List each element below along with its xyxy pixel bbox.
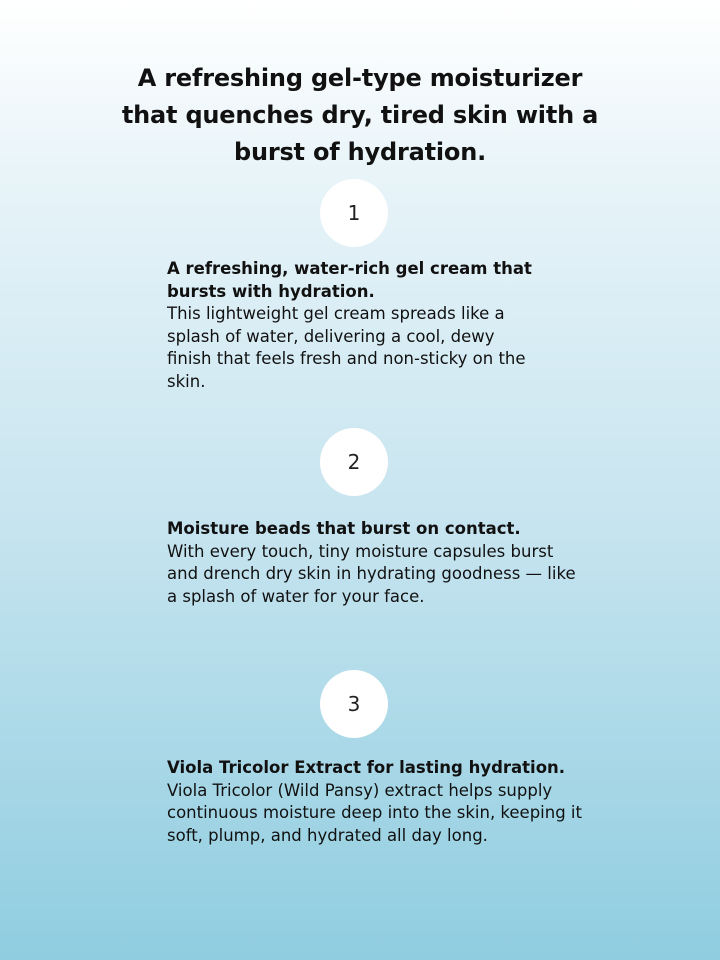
feature-heading: Viola Tricolor Extract for lasting hydration. [167,758,566,777]
feature-block-2 [167,518,577,608]
step-number-badge: 1 [320,179,388,247]
feature-block-1 [167,258,532,393]
feature-block-3 [167,757,592,847]
feature-description: This lightweight gel cream spreads like a splash of water, delivering a cool, dewy finish that feels fresh and non-sticky on the skin. [167,304,526,391]
page-title: A refreshing gel-type moisturizer that quenches dry, tired skin with a burst of hydration. [121,64,599,166]
feature-description: With every touch, tiny moisture capsules burst and drench dry skin in hydrating goodness — like a splash of water for your face. [167,541,576,606]
feature-heading: A refreshing, water-rich gel cream that bursts with hydration. [167,259,532,301]
step-number-badge: 3 [320,670,388,738]
step-number-badge: 2 [320,428,388,496]
feature-description: Viola Tricolor (Wild Pansy) extract helps supply continuous moisture deep into the skin, keeping it soft, plump, and hydrated all day long. [167,780,582,845]
feature-heading: Moisture beads that burst on contact. [167,519,521,538]
